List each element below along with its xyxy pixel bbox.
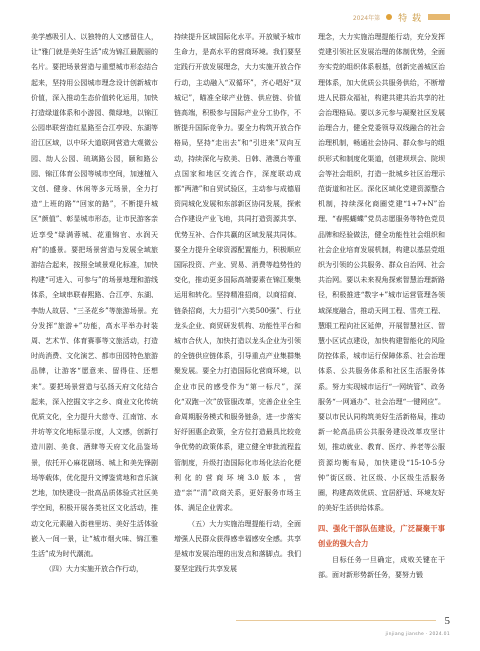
- paragraph: 美学感吸引人、以独特的人文感留住人，让“雅门就是美好生活”成为锦江最靓丽的名片。要把场景营造与重塑城市形态结合起来，坚持用公园城市理念设计创新城市价值，深入推动生态价值转化运用，加快打造绿道体系和小游园、微绿地，以锦江公园串联营造红星路至合江亭段、东湖等沿江区域，以中环大道联网营造大观微公园、劼人公园、琉璃路公园，颐和路公园、锦江体育公园等城市空间，加速植入文创、健身、休闲等多元场景，全力打造“上班的路”“回家的路”，不断提升城区“颜值”、彰显城市形态，让市民游客亲近享受“绿满蓉城、花重锦官、水润天府”的盛景。要把场景营造与发展全域旅游结合起来，按照全域景观化标准，加快构建“可进入、可参与”的场景地理和游线体系，全域串联春熙路、合江亭、东湖、李劼人故居、“三圣花乡”等旅游场景。充分发挥“旅游+”功能，高水平举办时装周、艺术节、体育赛事等文旅活动，打造时尚消费、文化演艺、都市田园特色旅游品牌，让游客“愿意来、留得住、还想来”。要把场景营造与弘扬天府文化结合起来，深入挖掘文字之乡、商业文化传统优质文化，全力提升大慈寺、江南馆、水井坊等文化地标显示度，人文感，创新打造川剧、美食、酒肆等天府文化品鉴场景，依托开心麻花剧场、城上和美先锋剧场等载体，优化提升文博鉴赏地和音乐演艺地，加快建设一批高品质体验式社区美学空间，积极开展各类社区文化活动，推动文化元素融入街巷里坊、美好生活体验嵌入一间一景，让“城市烟火味、锦江雅生活”成为时代潮流。: [31, 33, 158, 558]
- header-dot-icon: [386, 14, 392, 20]
- section-header-title: 特 载: [398, 13, 422, 24]
- page-number: 5: [444, 615, 450, 627]
- paragraph: （五）大力实施治理提能行动，全面增强人民群众获得感幸福感安全感。共享是城市发展治理的出发点和落脚点。我们要坚定践行共享发展: [174, 519, 301, 574]
- text-column-2: [174, 30, 301, 577]
- footer-divider: [236, 620, 436, 621]
- paragraph: 目标任务一旦确定，成败关键在干部。面对新形势新任务，要努力锻: [318, 555, 445, 579]
- section-heading: 四、强化干部队伍建设，广泛凝聚干事创业的强大合力: [318, 523, 445, 548]
- paragraph: 持续提升区域国际化水平。开放赋予城市生命力，是高水平的营商环境。我们要坚定践行开放发展理念，大力实施开放合作行动，主动融入“双循环”，齐心唱好“双城记”，瞄准全球产业链、供应链、价值链高端，积极参与国际产业分工协作，不断提升国际竞争力。要全力构筑开放合作格局，坚持“走出去”和“引进来”双向互动，持续深化与欧美、日韩、港澳台等重点国家和地区交流合作，深度联动成都“两港”和自贸试验区，主动参与成德眉资同城化发展和东部新区协同发展，探索合作建设产业飞地，共同打造资源共享、优势互补、合作共赢的区域发展共同体。要全力提升全球资源配置能力，积极顺应国际投资、产业、贸易、消费等趋势性的变化，推动更多国际高端要素在锦江聚集运用和转化。坚持精准招商，以商招商、链条招商，大力招引“六类500强”、行业龙头企业、商贸研发机构、功能性平台和城市合伙人，加快打造以龙头企业为引领的全链供应链体系，引导重点产业集群集聚发展。要全力打造国际化营商环境，以企业市民的感受作为“第一标尺”，深化“双跑一次”放管服改革，完善企业全生命周期服务模式和服务链条，进一步落实好纾困惠企政策，全方位打造最具比较竞争优势的政策体系，建立健全审批流程监管制度，升级打造国际化市场化法治化便利化的营商环境3.0版本，营造“亲”“清”政商关系，更好服务市场主体、满足企业需求。: [174, 33, 301, 513]
- text-column-1: [31, 30, 158, 577]
- issue-tag: 2024年第: [352, 14, 381, 22]
- header-bar-decoration: [428, 14, 450, 20]
- paragraph: （四）大力实施开放合作行动，: [45, 565, 143, 574]
- paragraph: 理念，大力实施治理提能行动，充分发挥党建引领社区发展治理的体制优势，全面夯实党的组织体系根基，创新完善城区治理体系，加大优质公共服务供给，不断增进人民群众福祉，构建共建共治共享的社会治理格局。要以多元参与凝聚社区发展治理合力，健全党委领导双线融合的社会治理机制，畅通社会协同、群众参与的组织形式和制度化渠道，创建坝坝会、院坝会等社会组织，打造一批城乡社区治理示范街道和社区。深化区域化党建资源整合机制，持续深化商圈党建“1+7+N”治理、“春熙蝴蝶”党员志愿服务等特色党员品牌和经验做法，健全功能性社会组织和社会企业培育发展机制，构建以基层党组织为引领的公共服务、群众自治网、社会共治网。要以未来视角探索智慧治理新路径，积极推进“数字+”城市运营管理各领域深度融合，推动天网工程、雪亮工程、慧眼工程向社区延伸，开展智慧社区、智慧小区试点建设，加快构建智能化的风险防控体系，城市运行保障体系、社会治理体系、公共服务体系和社区生活服务体系。努力实现城市运行“一网统管”、政务服务“一网通办”、社会治理“一键网应”。要以市民认同构筑美好生活新格局，推动新一轮高品质公共服务建设改革攻坚计划，推动就业、教育、医疗、养老等公服资源均衡布局，加快建设“15-10-5分钟”街区级、社区级、小区级生活服务圈，构建高效优质、宜居舒适、环境友好的美好生活供给体系。: [318, 33, 445, 513]
- text-column-3: [318, 30, 445, 583]
- journal-footer: jinjiang jianshe · 2024.01: [385, 632, 450, 637]
- page-header: [353, 10, 450, 24]
